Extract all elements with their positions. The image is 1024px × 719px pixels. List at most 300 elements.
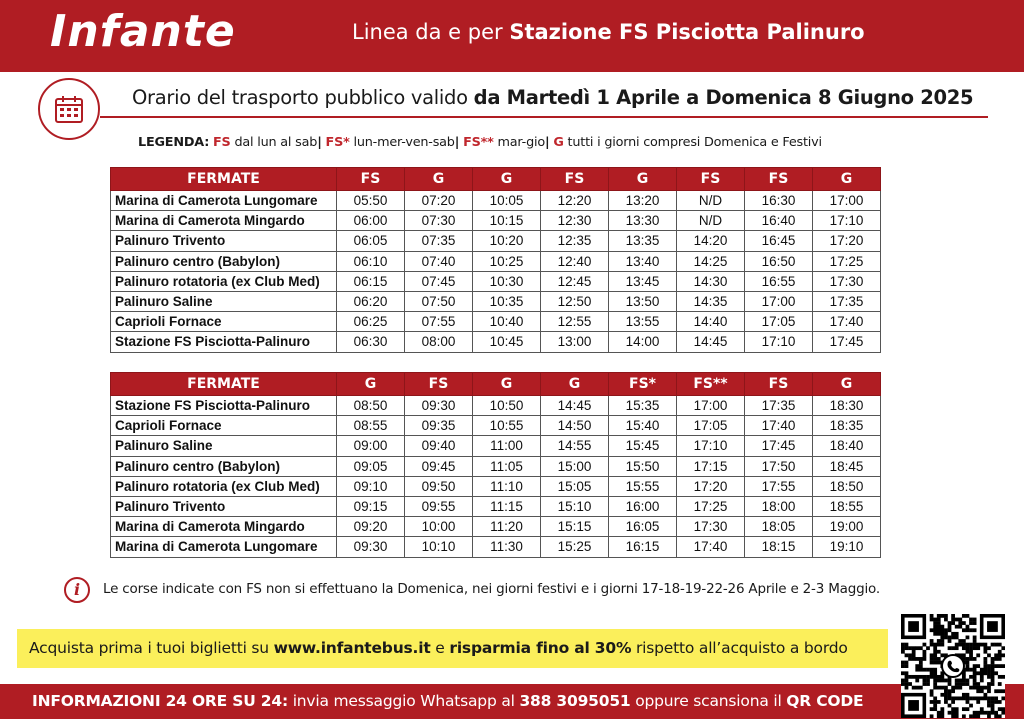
stop-name: Caprioli Fornace bbox=[111, 416, 337, 436]
stop-name: Palinuro rotatoria (ex Club Med) bbox=[111, 476, 337, 496]
departure-time: 12:55 bbox=[541, 312, 609, 332]
qr-module bbox=[983, 643, 987, 647]
qr-module bbox=[948, 636, 952, 640]
column-header-service: FS bbox=[745, 373, 813, 396]
qr-module bbox=[980, 711, 984, 715]
departure-time: 10:30 bbox=[473, 271, 541, 291]
table-header-row bbox=[111, 373, 881, 396]
qr-module bbox=[901, 661, 905, 665]
departure-time: 18:05 bbox=[745, 517, 813, 537]
qr-module bbox=[998, 682, 1002, 686]
qr-module bbox=[930, 661, 934, 665]
qr-module bbox=[930, 700, 934, 704]
departure-time: 16:00 bbox=[609, 496, 677, 516]
departure-time: 09:00 bbox=[337, 436, 405, 456]
qr-module bbox=[966, 650, 970, 654]
qr-module bbox=[955, 618, 959, 622]
column-header-fermate: FERMATE bbox=[111, 168, 337, 191]
qr-module bbox=[966, 664, 970, 668]
departure-time: 11:00 bbox=[473, 436, 541, 456]
departure-time: 18:15 bbox=[745, 537, 813, 557]
qr-module bbox=[994, 643, 998, 647]
qr-module bbox=[933, 686, 937, 690]
column-header-service: FS bbox=[337, 168, 405, 191]
qr-module bbox=[926, 646, 930, 650]
qr-module bbox=[980, 689, 984, 693]
qr-module bbox=[969, 714, 973, 718]
table-row bbox=[111, 456, 881, 476]
qr-module bbox=[905, 682, 909, 686]
stop-name: Palinuro Trivento bbox=[111, 496, 337, 516]
departure-time: 17:00 bbox=[677, 396, 745, 416]
promo-saving: risparmia fino al 30% bbox=[449, 639, 632, 657]
qr-module bbox=[951, 686, 955, 690]
legend-separator: | bbox=[544, 135, 550, 150]
departure-time: 17:25 bbox=[677, 496, 745, 516]
validity-range: da Martedì 1 Aprile a Domenica 8 Giugno 2025 bbox=[473, 86, 974, 109]
qr-module bbox=[905, 661, 909, 665]
qr-module bbox=[901, 664, 905, 668]
qr-module bbox=[951, 632, 955, 636]
qr-module bbox=[991, 711, 995, 715]
qr-module bbox=[966, 668, 970, 672]
departure-time: 13:50 bbox=[609, 291, 677, 311]
qr-module bbox=[930, 689, 934, 693]
stop-name: Marina di Camerota Mingardo bbox=[111, 517, 337, 537]
departure-time: 16:15 bbox=[609, 537, 677, 557]
qr-module bbox=[998, 707, 1002, 711]
qr-module bbox=[948, 693, 952, 697]
table-row bbox=[111, 496, 881, 516]
qr-module bbox=[980, 671, 984, 675]
qr-module bbox=[987, 682, 991, 686]
departure-time: 15:00 bbox=[541, 456, 609, 476]
column-header-service: G bbox=[473, 373, 541, 396]
qr-module bbox=[958, 639, 962, 643]
qr-module bbox=[980, 696, 984, 700]
qr-module bbox=[901, 643, 905, 647]
qr-module bbox=[983, 661, 987, 665]
qr-module bbox=[955, 679, 959, 683]
legend-fs-code: FS bbox=[213, 135, 231, 150]
promo-banner bbox=[17, 629, 888, 668]
qr-module bbox=[1001, 711, 1005, 715]
table-row bbox=[111, 436, 881, 456]
qr-code-graphic bbox=[901, 614, 1005, 718]
qr-module bbox=[962, 614, 966, 618]
qr-module bbox=[937, 700, 941, 704]
qr-module bbox=[915, 686, 919, 690]
qr-module bbox=[944, 618, 948, 622]
qr-module bbox=[937, 618, 941, 622]
table-row bbox=[111, 517, 881, 537]
departure-time: 10:10 bbox=[405, 537, 473, 557]
qr-module bbox=[962, 643, 966, 647]
qr-module bbox=[915, 657, 919, 661]
qr-module bbox=[937, 643, 941, 647]
qr-module bbox=[901, 671, 905, 675]
qr-module bbox=[991, 675, 995, 679]
qr-module bbox=[944, 686, 948, 690]
qr-module bbox=[951, 707, 955, 711]
qr-module bbox=[987, 711, 991, 715]
qr-module bbox=[940, 653, 944, 657]
legend-fs-desc: dal lun al sab bbox=[230, 135, 318, 150]
departure-time: 14:35 bbox=[677, 291, 745, 311]
qr-module bbox=[937, 628, 941, 632]
departure-time: 07:45 bbox=[405, 271, 473, 291]
departure-time: 10:40 bbox=[473, 312, 541, 332]
qr-module bbox=[983, 657, 987, 661]
validity-prefix: Orario del trasporto pubblico valido bbox=[132, 86, 474, 109]
qr-module bbox=[980, 707, 984, 711]
column-header-service: FS* bbox=[609, 373, 677, 396]
departure-time: 06:30 bbox=[337, 332, 405, 352]
qr-module bbox=[998, 653, 1002, 657]
departure-time: 08:00 bbox=[405, 332, 473, 352]
qr-module bbox=[955, 686, 959, 690]
qr-module bbox=[969, 643, 973, 647]
qr-code bbox=[901, 614, 1005, 718]
promo-t3: rispetto all’acquisto a bordo bbox=[631, 639, 848, 657]
qr-module bbox=[944, 628, 948, 632]
promo-url: www.infantebus.it bbox=[273, 639, 431, 657]
qr-module bbox=[933, 625, 937, 629]
qr-module bbox=[976, 664, 980, 668]
departure-time: 17:55 bbox=[745, 476, 813, 496]
qr-module bbox=[991, 657, 995, 661]
qr-module bbox=[973, 714, 977, 718]
qr-module bbox=[912, 686, 916, 690]
qr-module bbox=[940, 707, 944, 711]
footer-label: INFORMAZIONI 24 ORE SU 24: bbox=[32, 692, 288, 710]
qr-module bbox=[951, 636, 955, 640]
qr-module bbox=[962, 646, 966, 650]
qr-module bbox=[930, 657, 934, 661]
qr-module bbox=[991, 664, 995, 668]
qr-module bbox=[983, 650, 987, 654]
qr-module bbox=[923, 650, 927, 654]
qr-module bbox=[1001, 664, 1005, 668]
departure-time: 09:20 bbox=[337, 517, 405, 537]
qr-module bbox=[962, 639, 966, 643]
departure-time: 16:45 bbox=[745, 231, 813, 251]
qr-module bbox=[998, 650, 1002, 654]
promo-t2: e bbox=[430, 639, 450, 657]
qr-module bbox=[983, 671, 987, 675]
departure-time: 15:10 bbox=[541, 496, 609, 516]
qr-module bbox=[969, 704, 973, 708]
legend-separator: | bbox=[317, 135, 322, 150]
qr-module bbox=[966, 636, 970, 640]
qr-module bbox=[962, 707, 966, 711]
qr-module bbox=[958, 643, 962, 647]
qr-module bbox=[966, 679, 970, 683]
departure-time: 07:30 bbox=[405, 211, 473, 231]
qr-module bbox=[991, 643, 995, 647]
qr-module bbox=[951, 646, 955, 650]
qr-module bbox=[966, 625, 970, 629]
qr-module bbox=[937, 714, 941, 718]
table-row bbox=[111, 231, 881, 251]
departure-time: 09:05 bbox=[337, 456, 405, 476]
legend-separator: | bbox=[454, 135, 460, 150]
departure-time: 19:10 bbox=[813, 537, 881, 557]
departure-time: 09:15 bbox=[337, 496, 405, 516]
qr-module bbox=[998, 643, 1002, 647]
qr-module bbox=[969, 653, 973, 657]
qr-module bbox=[973, 668, 977, 672]
departure-time: 17:10 bbox=[745, 332, 813, 352]
table-row bbox=[111, 211, 881, 231]
qr-module bbox=[962, 679, 966, 683]
qr-module bbox=[930, 653, 934, 657]
column-header-service: G bbox=[813, 373, 881, 396]
qr-module bbox=[933, 653, 937, 657]
qr-module bbox=[930, 671, 934, 675]
departure-time: 09:35 bbox=[405, 416, 473, 436]
qr-module bbox=[976, 686, 980, 690]
qr-module bbox=[1001, 696, 1005, 700]
qr-module bbox=[901, 679, 905, 683]
qr-module bbox=[969, 696, 973, 700]
qr-module bbox=[987, 675, 991, 679]
qr-module bbox=[912, 657, 916, 661]
qr-module bbox=[944, 696, 948, 700]
qr-module bbox=[976, 643, 980, 647]
qr-module bbox=[908, 682, 912, 686]
qr-module bbox=[923, 679, 927, 683]
calendar-icon bbox=[38, 78, 100, 140]
qr-module bbox=[962, 653, 966, 657]
qr-module bbox=[987, 653, 991, 657]
departure-time: 09:45 bbox=[405, 456, 473, 476]
qr-module bbox=[937, 614, 941, 618]
qr-module bbox=[976, 682, 980, 686]
table-row bbox=[111, 476, 881, 496]
qr-module bbox=[998, 664, 1002, 668]
qr-module bbox=[908, 675, 912, 679]
qr-module bbox=[940, 711, 944, 715]
qr-module bbox=[973, 671, 977, 675]
qr-module bbox=[948, 696, 952, 700]
table-row bbox=[111, 312, 881, 332]
table-row bbox=[111, 251, 881, 271]
table-row bbox=[111, 416, 881, 436]
qr-module bbox=[937, 625, 941, 629]
departure-time: 08:55 bbox=[337, 416, 405, 436]
stop-name: Palinuro centro (Babylon) bbox=[111, 456, 337, 476]
qr-module bbox=[948, 689, 952, 693]
qr-module bbox=[976, 711, 980, 715]
qr-module bbox=[951, 614, 955, 618]
qr-module bbox=[933, 675, 937, 679]
qr-module bbox=[980, 679, 984, 683]
stop-name: Stazione FS Pisciotta-Palinuro bbox=[111, 396, 337, 416]
qr-module bbox=[951, 618, 955, 622]
qr-module bbox=[933, 628, 937, 632]
departure-time: 10:00 bbox=[405, 517, 473, 537]
qr-finder bbox=[987, 621, 998, 632]
qr-module bbox=[955, 636, 959, 640]
departure-time: 17:20 bbox=[677, 476, 745, 496]
qr-module bbox=[933, 646, 937, 650]
qr-finder bbox=[908, 621, 919, 632]
qr-module bbox=[980, 668, 984, 672]
qr-module bbox=[933, 679, 937, 683]
qr-module bbox=[930, 628, 934, 632]
qr-module bbox=[973, 657, 977, 661]
departure-time: 18:30 bbox=[813, 396, 881, 416]
departure-time: 18:45 bbox=[813, 456, 881, 476]
footer-phone: 388 3095051 bbox=[519, 692, 631, 710]
qr-module bbox=[933, 671, 937, 675]
qr-module bbox=[973, 682, 977, 686]
qr-module bbox=[973, 646, 977, 650]
qr-module bbox=[933, 696, 937, 700]
qr-module bbox=[987, 714, 991, 718]
promo-text bbox=[29, 639, 848, 657]
qr-module bbox=[973, 643, 977, 647]
qr-module bbox=[951, 696, 955, 700]
stop-name: Marina di Camerota Lungomare bbox=[111, 537, 337, 557]
departure-time: 18:00 bbox=[745, 496, 813, 516]
qr-module bbox=[998, 714, 1002, 718]
qr-module bbox=[915, 668, 919, 672]
qr-module bbox=[915, 664, 919, 668]
table-row bbox=[111, 191, 881, 211]
qr-module bbox=[958, 682, 962, 686]
stop-name: Palinuro Saline bbox=[111, 436, 337, 456]
departure-time: 15:40 bbox=[609, 416, 677, 436]
departure-time: 17:15 bbox=[677, 456, 745, 476]
footer-qr-label: QR CODE bbox=[786, 692, 864, 710]
qr-module bbox=[983, 693, 987, 697]
column-header-service: FS bbox=[677, 168, 745, 191]
qr-module bbox=[991, 696, 995, 700]
qr-module bbox=[966, 707, 970, 711]
qr-module bbox=[998, 689, 1002, 693]
departure-time: N/D bbox=[677, 211, 745, 231]
qr-module bbox=[1001, 689, 1005, 693]
qr-module bbox=[955, 646, 959, 650]
qr-module bbox=[973, 675, 977, 679]
departure-time: 17:00 bbox=[813, 191, 881, 211]
qr-module bbox=[933, 682, 937, 686]
departure-time: 14:45 bbox=[541, 396, 609, 416]
qr-module bbox=[955, 707, 959, 711]
qr-module bbox=[962, 693, 966, 697]
stop-name: Palinuro rotatoria (ex Club Med) bbox=[111, 271, 337, 291]
departure-time: 15:25 bbox=[541, 537, 609, 557]
departure-time: 16:05 bbox=[609, 517, 677, 537]
departure-time: 07:35 bbox=[405, 231, 473, 251]
timetable-outbound bbox=[110, 167, 881, 353]
departure-time: 14:00 bbox=[609, 332, 677, 352]
departure-time: 08:50 bbox=[337, 396, 405, 416]
qr-module bbox=[940, 679, 944, 683]
departure-time: 15:35 bbox=[609, 396, 677, 416]
departure-time: 13:30 bbox=[609, 211, 677, 231]
qr-module bbox=[973, 679, 977, 683]
qr-module bbox=[944, 636, 948, 640]
qr-module bbox=[987, 689, 991, 693]
qr-module bbox=[991, 679, 995, 683]
qr-module bbox=[912, 675, 916, 679]
qr-module bbox=[905, 653, 909, 657]
footer-t1: invia messaggio Whatsapp al bbox=[287, 692, 520, 710]
qr-module bbox=[991, 704, 995, 708]
qr-module bbox=[973, 711, 977, 715]
departure-time: 14:55 bbox=[541, 436, 609, 456]
stop-name: Palinuro Trivento bbox=[111, 231, 337, 251]
qr-module bbox=[951, 689, 955, 693]
departure-time: 12:20 bbox=[541, 191, 609, 211]
qr-module bbox=[937, 639, 941, 643]
qr-module bbox=[905, 643, 909, 647]
departure-time: 06:00 bbox=[337, 211, 405, 231]
qr-module bbox=[987, 671, 991, 675]
column-header-service: G bbox=[609, 168, 677, 191]
departure-time: 15:15 bbox=[541, 517, 609, 537]
qr-module bbox=[930, 714, 934, 718]
qr-module bbox=[962, 682, 966, 686]
qr-module bbox=[969, 628, 973, 632]
qr-module bbox=[962, 675, 966, 679]
info-icon: i bbox=[64, 577, 90, 603]
qr-module bbox=[933, 621, 937, 625]
qr-module bbox=[923, 682, 927, 686]
departure-time: 07:55 bbox=[405, 312, 473, 332]
departure-time: 11:10 bbox=[473, 476, 541, 496]
qr-module bbox=[969, 646, 973, 650]
qr-module bbox=[948, 679, 952, 683]
qr-module bbox=[994, 657, 998, 661]
qr-module bbox=[926, 679, 930, 683]
qr-module bbox=[969, 686, 973, 690]
qr-module bbox=[955, 714, 959, 718]
departure-time: 10:35 bbox=[473, 291, 541, 311]
qr-module bbox=[948, 621, 952, 625]
departure-time: 09:55 bbox=[405, 496, 473, 516]
departure-time: 10:55 bbox=[473, 416, 541, 436]
departure-time: 11:20 bbox=[473, 517, 541, 537]
qr-module bbox=[958, 696, 962, 700]
qr-module bbox=[994, 653, 998, 657]
qr-module bbox=[905, 664, 909, 668]
departure-time: 11:30 bbox=[473, 537, 541, 557]
departure-time: 10:15 bbox=[473, 211, 541, 231]
legend-fs-star-desc: lun-mer-ven-sab bbox=[349, 135, 455, 150]
qr-module bbox=[983, 711, 987, 715]
qr-module bbox=[930, 707, 934, 711]
qr-module bbox=[958, 686, 962, 690]
qr-module bbox=[966, 614, 970, 618]
qr-module bbox=[944, 632, 948, 636]
qr-module bbox=[955, 643, 959, 647]
qr-module bbox=[919, 675, 923, 679]
qr-module bbox=[998, 675, 1002, 679]
qr-module bbox=[908, 653, 912, 657]
departure-time: 13:20 bbox=[609, 191, 677, 211]
qr-module bbox=[948, 625, 952, 629]
qr-module bbox=[919, 646, 923, 650]
qr-module bbox=[969, 668, 973, 672]
departure-time: 17:05 bbox=[677, 416, 745, 436]
departure-time: 16:30 bbox=[745, 191, 813, 211]
qr-module bbox=[991, 668, 995, 672]
qr-module bbox=[937, 679, 941, 683]
